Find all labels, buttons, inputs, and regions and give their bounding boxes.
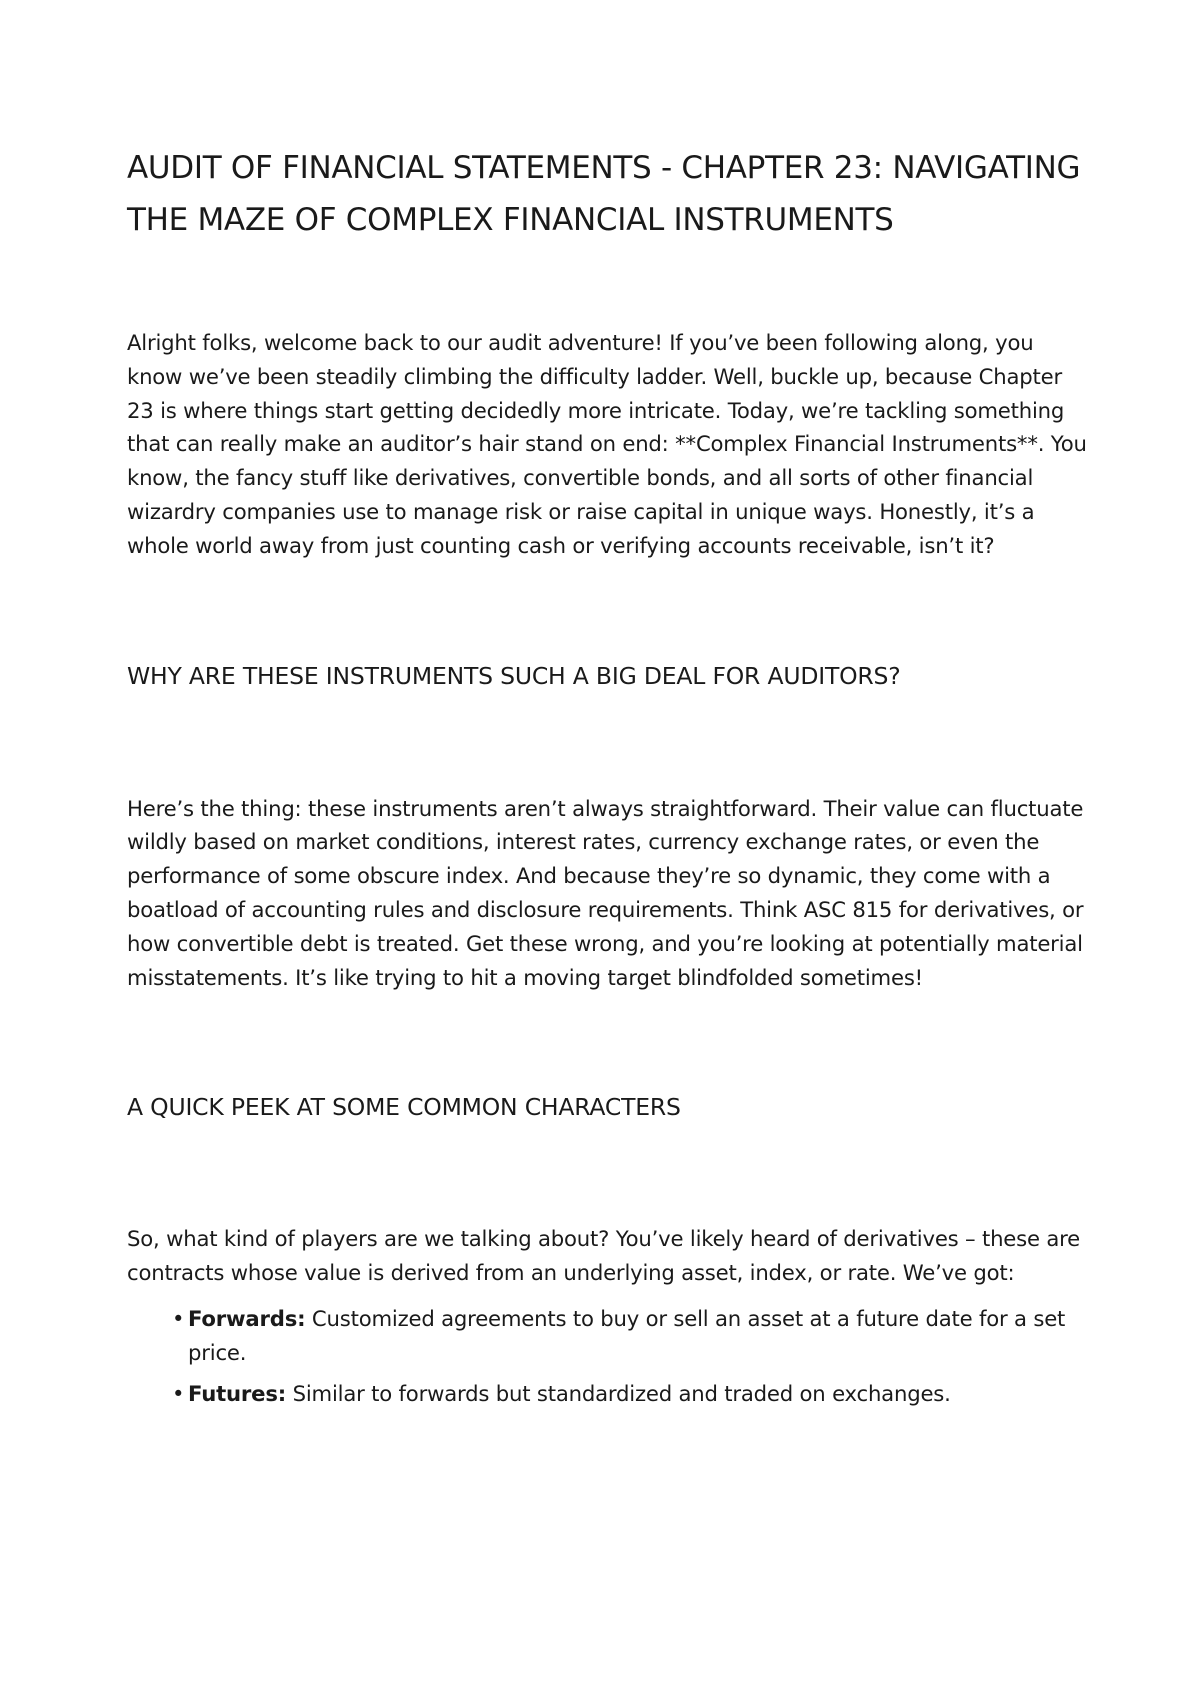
section-paragraph-characters: So, what kind of players are we talking about? You’ve likely heard of derivatives – these are contracts whose value is derived from an underlying asset, index, or rate. We’ve got: — [127, 1226, 1081, 1286]
section-paragraph-why: Here’s the thing: these instruments aren’t always straightforward. Their value can fluctuate wildly based on market conditions, interest rates, currency exchange rates, or even the performance of some obscure index. And because they’re so dynamic, they come with a boatload of accounting rules and disclosure requirements. Think ASC 815 for derivatives, or how convertible debt is treated. Get these wrong, and you’re looking at potentially material misstatements. It’s like trying to hit a moving target blindfolded sometimes! — [127, 795, 1084, 990]
bullet-marker: • — [172, 1380, 185, 1406]
list-item-forwards — [172, 1302, 1087, 1370]
list-item-term: Futures: — [188, 1380, 287, 1406]
section-heading-characters: A QUICK PEEK AT SOME COMMON CHARACTERS — [127, 1093, 681, 1122]
document-page — [127, 142, 1087, 1417]
section-heading-why: WHY ARE THESE INSTRUMENTS SUCH A BIG DEAL FOR AUDITORS? — [127, 661, 901, 690]
bullet-marker: • — [172, 1305, 185, 1331]
derivatives-list — [127, 1302, 1087, 1410]
intro-paragraph: Alright folks, welcome back to our audit adventure! If you’ve been following along, you know we’ve been steadily climbing the difficulty ladder. Well, buckle up, because Chapter 23 is where things start getting decidedly more intricate. Today, we’re tackling something that can really make an auditor’s hair stand on end: **Complex Financial Instruments**. You know, the fancy stuff like derivatives, convertible bonds, and all sorts of other financial wizardry companies use to manage risk or raise capital in unique ways. Honestly, it’s a whole world away from just counting cash or verifying accounts receivable, isn’t it? — [127, 330, 1087, 558]
list-item-text: Similar to forwards but standardized and traded on exchanges. — [286, 1380, 951, 1406]
list-item-text: Customized agreements to buy or sell an asset at a future date for a set price. — [188, 1305, 1066, 1365]
document-title: AUDIT OF FINANCIAL STATEMENTS - CHAPTER 23: NAVIGATING THE MAZE OF COMPLEX FINANCIAL INSTRUMENTS — [127, 150, 1081, 238]
list-item-futures — [172, 1377, 1087, 1411]
list-item-term: Forwards: — [188, 1305, 306, 1331]
